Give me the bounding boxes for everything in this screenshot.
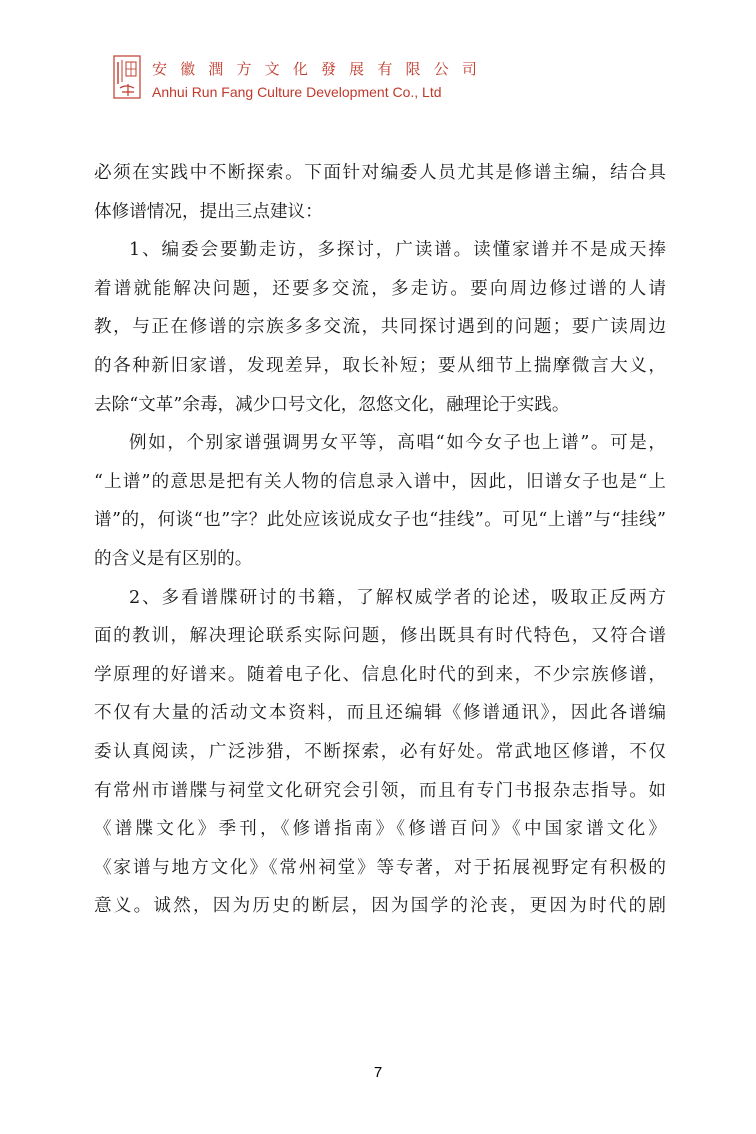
text-line: 的含义是有区别的。 [94,548,253,569]
text-line: 的各种新旧家谱，发现差异，取长补短；要从细节上揣摩微言大义， [94,355,666,376]
text-line: 意义。诚然，因为历史的断层，因为国学的沦丧，更因为时代的剧 [94,896,666,917]
text-line: 学原理的好谱来。随着电子化、信息化时代的到来，不少宗族修谱， [94,664,666,685]
company-seal-logo [112,54,142,100]
letterhead [112,54,712,104]
text-line: 例如，个别家谱强调男女平等，高唱“如今女子也上谱”。可是， [129,433,666,454]
text-line: 教，与正在修谱的宗族多多交流，共同探讨遇到的问题；要广读周边 [94,317,666,338]
text-line: 去除“文革”余毒，减少口号文化，忽悠文化，融理论于实践。 [94,394,570,415]
text-line: 《谱牒文化》季刊，《修谱指南》《修谱百问》《中国家谱文化》 [94,819,666,840]
text-line: 委认真阅读，广泛涉猎，不断探索，必有好处。常武地区修谱，不仅 [94,741,666,762]
company-name-english: Anhui Run Fang Culture Development Co., Ltd [152,84,442,100]
text-line: “上谱”的意思是把有关人物的信息录入谱中，因此，旧谱女子也是“上 [94,471,666,492]
text-line: 有常州市谱牒与祠堂文化研究会引领，而且有专门书报杂志指导。如 [94,780,666,801]
text-line: 谱”的，何谈“也”字？此处应该说成女子也“挂线”。可见“上谱”与“挂线” [94,510,666,531]
text-line: 不仅有大量的活动文本资料，而且还编辑《修谱通讯》，因此各谱编 [94,703,666,724]
text-line: 面的教训，解决理论联系实际问题，修出既具有时代特色，又符合谱 [94,626,666,647]
text-line: 必须在实践中不断探索。下面针对编委人员尤其是修谱主编，结合具 [94,163,666,183]
text-line: 着谱就能解决问题，还要多交流，多走访。要向周边修过谱的人请 [94,278,666,299]
text-line: 2、多看谱牒研讨的书籍，了解权威学者的论述，吸取正反两方 [129,587,666,608]
page-number: 7 [373,1064,383,1081]
text-line: 体修谱情况，提出三点建议： [94,201,323,222]
company-name-chinese: 安 徽 潤 方 文 化 發 展 有 限 公 司 [152,60,482,78]
text-line: 《家谱与地方文化》《常州祠堂》等专著，对于拓展视野定有积极的 [94,857,666,878]
body-text [94,154,666,926]
text-line: 1、编委会要勤走访，多探讨，广读谱。读懂家谱并不是成天捧 [129,240,666,261]
